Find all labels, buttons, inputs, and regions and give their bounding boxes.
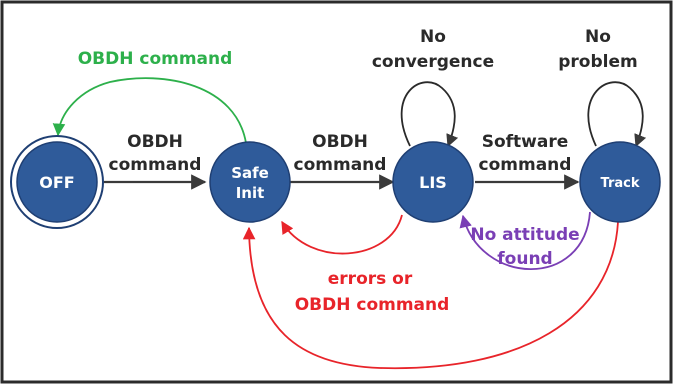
state-safe-init[interactable]: [210, 142, 290, 222]
state-track-label: Track: [600, 176, 640, 191]
label-lis-to-track-line2: command: [478, 155, 572, 175]
state-off[interactable]: [11, 136, 103, 228]
state-off-label: OFF: [39, 173, 75, 192]
label-safe-init-to-lis-line2: command: [293, 155, 387, 175]
label-track-self-loop-line1: No: [585, 27, 611, 47]
label-errors-line1: errors or: [327, 269, 413, 289]
state-track[interactable]: [580, 142, 660, 222]
label-track-to-lis-line2: found: [497, 249, 553, 269]
state-safe-init-label-line1: Safe: [231, 164, 269, 182]
label-errors-line2: OBDH command: [294, 295, 450, 315]
label-track-to-lis-line1: No attitude: [470, 225, 580, 245]
label-lis-self-loop-line1: No: [420, 27, 446, 47]
label-safe-init-to-off: OBDH command: [77, 49, 233, 69]
state-lis-label: LIS: [419, 173, 447, 192]
state-safe-init-label-line2: Init: [235, 184, 265, 202]
label-track-self-loop-line2: problem: [558, 52, 638, 72]
label-lis-self-loop-line2: convergence: [371, 52, 495, 72]
label-safe-init-to-lis-line1: OBDH: [312, 132, 368, 152]
label-off-to-safe-init-line1: OBDH: [127, 132, 183, 152]
state-lis[interactable]: [393, 142, 473, 222]
label-off-to-safe-init-line2: command: [108, 155, 202, 175]
label-lis-to-track-line1: Software: [481, 132, 569, 152]
